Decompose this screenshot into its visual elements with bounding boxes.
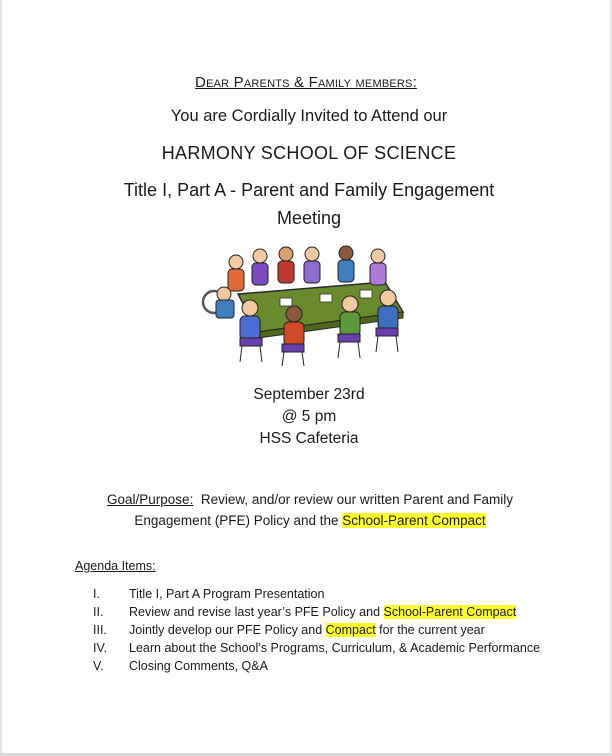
invite-line: You are Cordially Invited to Attend our	[170, 107, 448, 125]
goal-label: Goal/Purpose:	[107, 492, 194, 507]
agenda-item-text: Closing Comments, Q&A	[129, 659, 268, 673]
agenda-list	[93, 585, 540, 675]
agenda-item-highlight: Compact	[325, 623, 376, 637]
agenda-item-text: Review and revise last year’s PFE Policy and	[129, 605, 381, 619]
salutation-text: Dear Parents & Family members	[195, 74, 413, 91]
agenda-title: Agenda Items:	[75, 559, 156, 573]
agenda-item	[93, 621, 540, 639]
agenda-item-number: V.	[93, 659, 104, 673]
agenda-item	[93, 603, 540, 621]
salutation	[0, 74, 612, 91]
event-date: September 23rd	[253, 386, 365, 403]
agenda-item-text: Title I, Part A Program Presentation	[129, 587, 325, 601]
agenda-item-text-after: for the current year	[379, 623, 485, 637]
agenda-item-text: Jointly develop our PFE Policy and	[129, 623, 323, 637]
salutation-colon: :	[412, 74, 417, 91]
event-details	[0, 384, 612, 450]
meeting-clipart-image	[200, 242, 420, 367]
agenda-item	[93, 639, 540, 657]
school-name: HARMONY SCHOOL OF SCIENCE	[161, 143, 457, 163]
goal-purpose	[90, 489, 530, 531]
agenda-item-text: Learn about the School’s Programs, Curriculum, & Academic Performance	[129, 641, 541, 655]
agenda-item-highlight: School-Parent Compact	[383, 605, 517, 619]
goal-text: Review, and/or review our written Parent and Family Engagement (PFE) Policy and the	[134, 492, 513, 528]
meeting-title-line1: Title I, Part A - Parent and Family Engagement	[123, 180, 495, 200]
agenda-item-number: III.	[93, 623, 107, 637]
agenda-item-number: I.	[93, 587, 100, 601]
event-time: @ 5 pm	[281, 408, 337, 425]
agenda-item	[93, 657, 540, 675]
agenda-item-number: IV.	[93, 641, 108, 655]
goal-highlight: School-Parent Compact	[342, 513, 486, 528]
agenda-item-number: II.	[93, 605, 104, 619]
agenda-item	[93, 585, 540, 603]
event-location: HSS Cafeteria	[259, 430, 359, 447]
meeting-title-line2: Meeting	[276, 208, 342, 228]
